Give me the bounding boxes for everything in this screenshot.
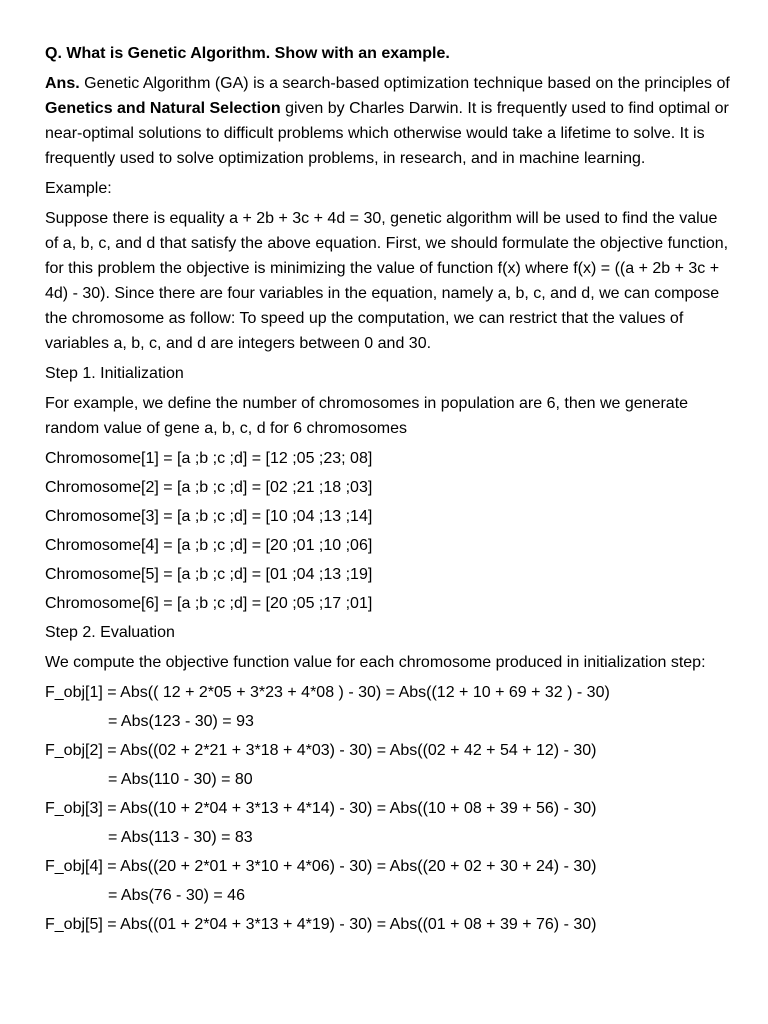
objective-result-line: = Abs(113 - 30) = 83 — [108, 829, 253, 846]
answer-text-1: Genetic Algorithm (GA) is a search-based optimization technique based on the principles of — [79, 75, 730, 92]
objective-result-line: = Abs(110 - 30) = 80 — [108, 771, 253, 788]
objective-line: F_obj[3] = Abs((10 + 2*04 + 3*13 + 4*14) - 30) = Abs((10 + 08 + 39 + 56) - 30) — [45, 800, 597, 817]
objective-line: F_obj[5] = Abs((01 + 2*04 + 3*13 + 4*19) - 30) = Abs((01 + 08 + 39 + 76) - 30) — [45, 916, 597, 933]
answer-label: Ans. — [45, 75, 80, 92]
objective-line: F_obj[2] = Abs((02 + 2*21 + 3*18 + 4*03) - 30) = Abs((02 + 42 + 54 + 12) - 30) — [45, 742, 597, 759]
objective-result-line: = Abs(76 - 30) = 46 — [108, 887, 245, 904]
chromosome-line: Chromosome[5] = [a ;b ;c ;d] = [01 ;04 ;13 ;19] — [45, 566, 373, 583]
example-label: Example: — [45, 180, 112, 197]
step1-title: Step 1. Initialization — [45, 365, 184, 382]
objective-line: F_obj[1] = Abs(( 12 + 2*05 + 3*23 + 4*08 ) - 30) = Abs((12 + 10 + 69 + 32 ) - 30) — [45, 684, 610, 701]
example-paragraph: Suppose there is equality a + 2b + 3c + 4d = 30, genetic algorithm will be used to find the value of a, b, c, and d that satisfy the above equation. First, we should formulate the objective function, for this problem the objective is minimizing the value of function f(x) where f(x) = ((a + 2b + 3c + 4d) - 30). Since there are four variables in the equation, namely a, b, c, and d, we can compose the chromosome as follow: To speed up the computation, we can restrict that the values of variables a, b, c, and d are integers between 0 and 30. — [45, 210, 729, 352]
chromosome-line: Chromosome[1] = [a ;b ;c ;d] = [12 ;05 ;23; 08] — [45, 450, 373, 467]
answer-text-2: given by Charles Darwin. It is frequently used to find optimal or near-optimal solutions to difficult problems which otherwise would take a lifetime to solve. It is frequently used to solve optimization problems, in research, and in machine learning. — [45, 100, 729, 167]
evaluation-lines — [45, 680, 735, 941]
chromosome-list — [45, 446, 735, 620]
objective-line: F_obj[4] = Abs((20 + 2*01 + 3*10 + 4*06) - 30) = Abs((20 + 02 + 30 + 24) - 30) — [45, 858, 597, 875]
document-page — [45, 41, 735, 941]
step2-title: Step 2. Evaluation — [45, 624, 175, 641]
objective-result-line: = Abs(123 - 30) = 93 — [108, 713, 254, 730]
step1-paragraph: For example, we define the number of chromosomes in population are 6, then we generate random value of gene a, b, c, d for 6 chromosomes — [45, 395, 689, 437]
chromosome-line: Chromosome[2] = [a ;b ;c ;d] = [02 ;21 ;18 ;03] — [45, 479, 373, 496]
step2-paragraph: We compute the objective function value for each chromosome produced in initialization step: — [45, 654, 706, 671]
answer-paragraph — [45, 71, 735, 171]
chromosome-line: Chromosome[4] = [a ;b ;c ;d] = [20 ;01 ;10 ;06] — [45, 537, 373, 554]
answer-bold-term: Genetics and Natural Selection — [45, 100, 281, 117]
chromosome-line: Chromosome[3] = [a ;b ;c ;d] = [10 ;04 ;13 ;14] — [45, 508, 373, 525]
chromosome-line: Chromosome[6] = [a ;b ;c ;d] = [20 ;05 ;17 ;01] — [45, 595, 373, 612]
question-heading: Q. What is Genetic Algorithm. Show with an example. — [45, 45, 450, 62]
